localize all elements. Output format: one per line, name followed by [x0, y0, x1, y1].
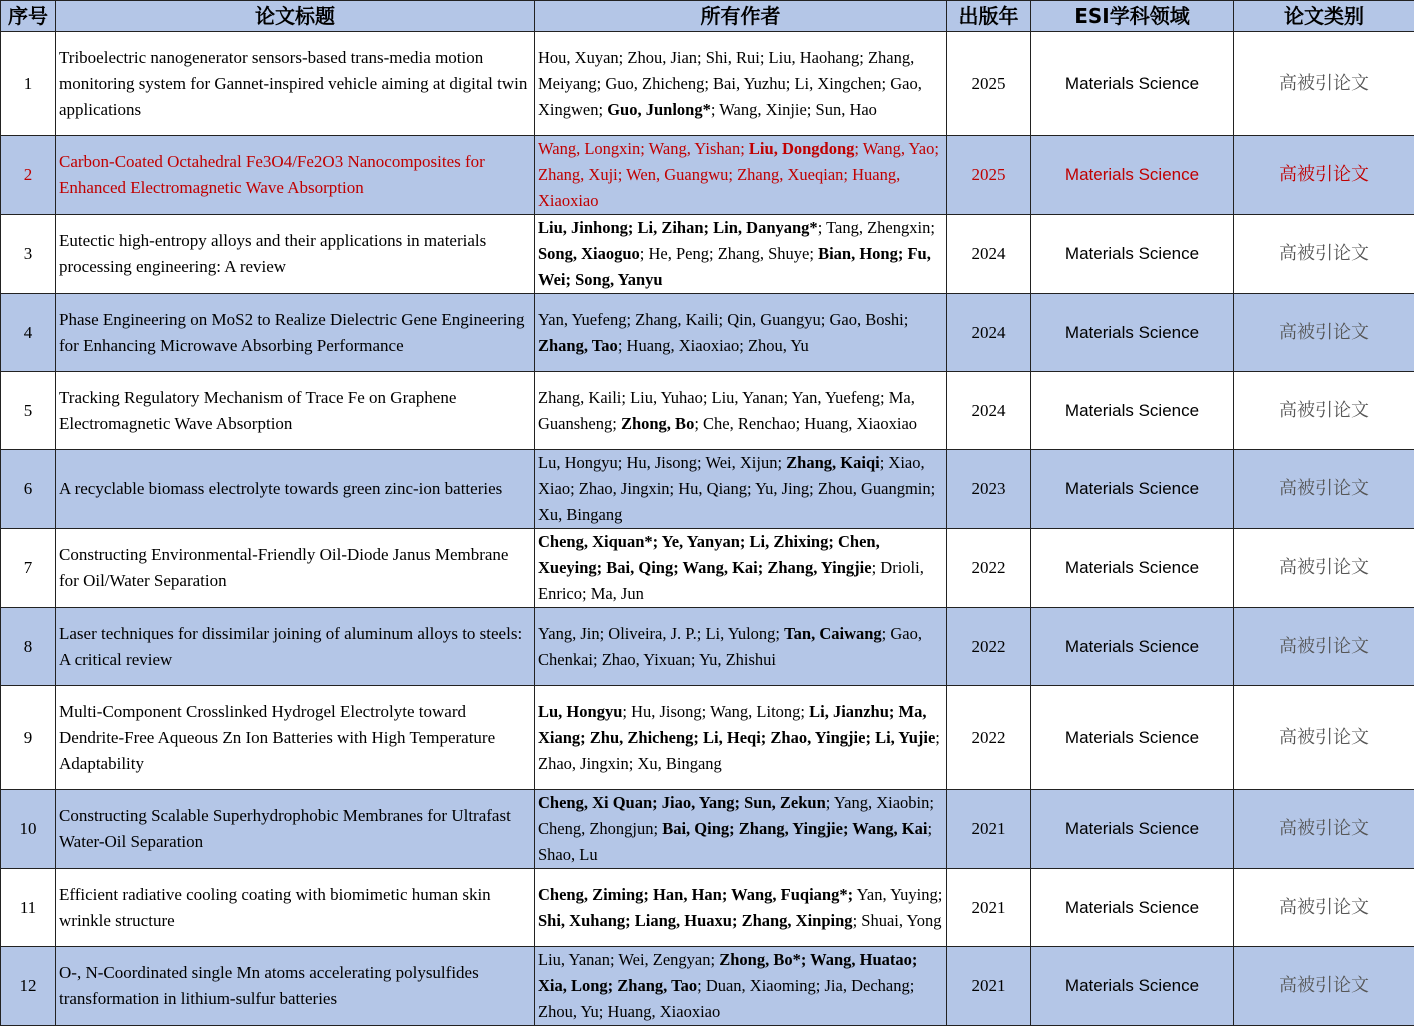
esi-field: Materials Science [1031, 215, 1234, 294]
table-row [1, 686, 1414, 790]
paper-authors [535, 790, 947, 869]
author-text: ; Gao, Chenkai; Zhao, Yixuan; Yu, Zhishui [538, 624, 922, 669]
header-category: 论文类别 [1234, 1, 1414, 32]
highlighted-author: Li, Jianzhu; Ma, Xiang; Zhu, Zhicheng; Li, Heqi; Zhao, Yingjie; Li, Yujie [538, 702, 935, 747]
paper-authors [535, 529, 947, 608]
publication-year: 2022 [947, 608, 1031, 686]
author-text: Wang, Longxin; Wang, Yishan; [538, 139, 749, 158]
highlighted-author: Song, Xiaoguo [538, 244, 640, 263]
esi-field: Materials Science [1031, 450, 1234, 529]
header-authors: 所有作者 [535, 1, 947, 32]
author-text: ; Wang, Yao; Zhang, Xuji; Wen, Guangwu; Zhang, Xueqian; Huang, Xiaoxiao [538, 139, 939, 210]
author-text: ; Xiao, Xiao; Zhao, Jingxin; Hu, Qiang; Yu, Jing; Zhou, Guangmin; Xu, Bingang [538, 453, 935, 524]
paper-category: 高被引论文 [1234, 869, 1414, 947]
row-serial: 11 [1, 869, 56, 947]
esi-field: Materials Science [1031, 869, 1234, 947]
paper-category: 高被引论文 [1234, 608, 1414, 686]
highlighted-author: Guo, Junlong* [607, 100, 711, 119]
row-serial: 12 [1, 947, 56, 1026]
paper-title: Eutectic high-entropy alloys and their applications in materials processing engineering: A review [56, 215, 535, 294]
highlighted-author: Zhang, Tao [538, 336, 618, 355]
author-text: Yan, Yuefeng; Zhang, Kaili; Qin, Guangyu; Gao, Boshi; [538, 310, 908, 329]
publication-year: 2025 [947, 32, 1031, 136]
table-row [1, 450, 1414, 529]
row-serial: 6 [1, 450, 56, 529]
publication-year: 2024 [947, 372, 1031, 450]
header-row [1, 1, 1414, 32]
highlighted-author: Bian, Hong; Fu, Wei; Song, Yanyu [538, 244, 931, 289]
highlighted-author: Zhong, Bo*; Wang, Huatao; Xia, Long; Zhang, Tao [538, 950, 917, 995]
table-row [1, 136, 1414, 215]
paper-authors [535, 686, 947, 790]
esi-field: Materials Science [1031, 32, 1234, 136]
author-text: ; Hu, Jisong; Wang, Litong; [622, 702, 809, 721]
paper-category: 高被引论文 [1234, 136, 1414, 215]
author-text: Lu, Hongyu; Hu, Jisong; Wei, Xijun; [538, 453, 786, 472]
paper-authors [535, 450, 947, 529]
publication-year: 2022 [947, 529, 1031, 608]
header-esi-field: ESI学科领域 [1031, 1, 1234, 32]
paper-title: Laser techniques for dissimilar joining of aluminum alloys to steels: A critical review [56, 608, 535, 686]
row-serial: 7 [1, 529, 56, 608]
table-body [1, 32, 1414, 1026]
highlighted-author: Cheng, Ziming; Han, Han; Wang, Fuqiang*; [538, 885, 853, 904]
paper-category: 高被引论文 [1234, 686, 1414, 790]
table-row [1, 372, 1414, 450]
publication-year: 2022 [947, 686, 1031, 790]
publication-year: 2025 [947, 136, 1031, 215]
paper-authors [535, 372, 947, 450]
paper-title: Carbon-Coated Octahedral Fe3O4/Fe2O3 Nanocomposites for Enhanced Electromagnetic Wave Absorption [56, 136, 535, 215]
paper-title: Constructing Environmental-Friendly Oil-Diode Janus Membrane for Oil/Water Separation [56, 529, 535, 608]
paper-title: Triboelectric nanogenerator sensors-based trans-media motion monitoring system for Gannet-inspired vehicle aiming at digital twin applications [56, 32, 535, 136]
header-title: 论文标题 [56, 1, 535, 32]
row-serial: 5 [1, 372, 56, 450]
paper-title: O-, N-Coordinated single Mn atoms accelerating polysulfides transformation in lithium-sulfur batteries [56, 947, 535, 1026]
highlighted-author: Liu, Dongdong [749, 139, 854, 158]
highlighted-author: Cheng, Xi Quan; Jiao, Yang; Sun, Zekun [538, 793, 826, 812]
paper-title: Tracking Regulatory Mechanism of Trace Fe on Graphene Electromagnetic Wave Absorption [56, 372, 535, 450]
author-text: ; Tang, Zhengxin; [818, 218, 935, 237]
esi-field: Materials Science [1031, 947, 1234, 1026]
esi-field: Materials Science [1031, 529, 1234, 608]
paper-title: A recyclable biomass electrolyte towards green zinc-ion batteries [56, 450, 535, 529]
paper-category: 高被引论文 [1234, 215, 1414, 294]
highlighted-author: Lu, Hongyu [538, 702, 622, 721]
highlighted-author: Zhong, Bo [621, 414, 694, 433]
esi-field: Materials Science [1031, 608, 1234, 686]
author-text: ; He, Peng; Zhang, Shuye; [640, 244, 818, 263]
paper-category: 高被引论文 [1234, 947, 1414, 1026]
table-row [1, 294, 1414, 372]
paper-title: Multi-Component Crosslinked Hydrogel Electrolyte toward Dendrite-Free Aqueous Zn Ion Batteries with High Temperature Adaptability [56, 686, 535, 790]
paper-authors [535, 294, 947, 372]
paper-authors [535, 947, 947, 1026]
esi-field: Materials Science [1031, 686, 1234, 790]
author-text: ; Zhao, Jingxin; Xu, Bingang [538, 728, 940, 773]
highlighted-author: Cheng, Xiquan*; Ye, Yanyan; Li, Zhixing; Chen, Xueying; Bai, Qing; Wang, Kai; Zhang, Yingjie [538, 532, 880, 577]
esi-field: Materials Science [1031, 790, 1234, 869]
paper-authors [535, 136, 947, 215]
highlighted-author: Zhang, Kaiqi [786, 453, 880, 472]
paper-category: 高被引论文 [1234, 32, 1414, 136]
author-text: Yang, Jin; Oliveira, J. P.; Li, Yulong; [538, 624, 784, 643]
paper-title: Efficient radiative cooling coating with biomimetic human skin wrinkle structure [56, 869, 535, 947]
header-year: 出版年 [947, 1, 1031, 32]
table-row [1, 790, 1414, 869]
author-text: ; Drioli, Enrico; Ma, Jun [538, 558, 924, 603]
table-row [1, 869, 1414, 947]
table-row [1, 215, 1414, 294]
row-serial: 2 [1, 136, 56, 215]
table-row [1, 529, 1414, 608]
table-row [1, 947, 1414, 1026]
publication-year: 2023 [947, 450, 1031, 529]
row-serial: 9 [1, 686, 56, 790]
publication-year: 2024 [947, 215, 1031, 294]
author-text: ; Duan, Xiaoming; Jia, Dechang; Zhou, Yu; Huang, Xiaoxiao [538, 976, 914, 1021]
paper-authors [535, 869, 947, 947]
paper-category: 高被引论文 [1234, 529, 1414, 608]
paper-title: Constructing Scalable Superhydrophobic Membranes for Ultrafast Water-Oil Separation [56, 790, 535, 869]
row-serial: 1 [1, 32, 56, 136]
author-text: ; Wang, Xinjie; Sun, Hao [711, 100, 877, 119]
row-serial: 3 [1, 215, 56, 294]
paper-authors [535, 608, 947, 686]
table-row [1, 32, 1414, 136]
esi-field: Materials Science [1031, 294, 1234, 372]
paper-authors [535, 215, 947, 294]
highlighted-author: Liu, Jinhong; Li, Zihan; Lin, Danyang* [538, 218, 818, 237]
table-row [1, 608, 1414, 686]
author-text: ; Che, Renchao; Huang, Xiaoxiao [694, 414, 917, 433]
author-text: ; Yang, Xiaobin; Cheng, Zhongjun; [538, 793, 934, 838]
author-text: ; Shao, Lu [538, 819, 932, 864]
author-text: Zhang, Kaili; Liu, Yuhao; Liu, Yanan; Yan, Yuefeng; Ma, Guansheng; [538, 388, 915, 433]
row-serial: 10 [1, 790, 56, 869]
paper-category: 高被引论文 [1234, 372, 1414, 450]
row-serial: 8 [1, 608, 56, 686]
esi-field: Materials Science [1031, 372, 1234, 450]
publication-year: 2021 [947, 947, 1031, 1026]
author-text: Yan, Yuying; [853, 885, 942, 904]
paper-category: 高被引论文 [1234, 294, 1414, 372]
highlighted-author: Shi, Xuhang; Liang, Huaxu; Zhang, Xinping [538, 911, 853, 930]
author-text: ; Huang, Xiaoxiao; Zhou, Yu [618, 336, 809, 355]
header-serial: 序号 [1, 1, 56, 32]
highlighted-author: Bai, Qing; Zhang, Yingjie; Wang, Kai [662, 819, 927, 838]
row-serial: 4 [1, 294, 56, 372]
publication-year: 2024 [947, 294, 1031, 372]
paper-authors [535, 32, 947, 136]
publication-year: 2021 [947, 869, 1031, 947]
paper-category: 高被引论文 [1234, 790, 1414, 869]
highlighted-author: Tan, Caiwang [784, 624, 882, 643]
author-text: Hou, Xuyan; Zhou, Jian; Shi, Rui; Liu, Haohang; Zhang, Meiyang; Guo, Zhicheng; Bai, Yuzhu; Li, Xingchen; Gao, Xingwen; [538, 48, 922, 119]
author-text: Liu, Yanan; Wei, Zengyan; [538, 950, 719, 969]
paper-category: 高被引论文 [1234, 450, 1414, 529]
author-text: ; Shuai, Yong [853, 911, 942, 930]
esi-field: Materials Science [1031, 136, 1234, 215]
paper-title: Phase Engineering on MoS2 to Realize Dielectric Gene Engineering for Enhancing Microwave Absorbing Performance [56, 294, 535, 372]
publication-year: 2021 [947, 790, 1031, 869]
